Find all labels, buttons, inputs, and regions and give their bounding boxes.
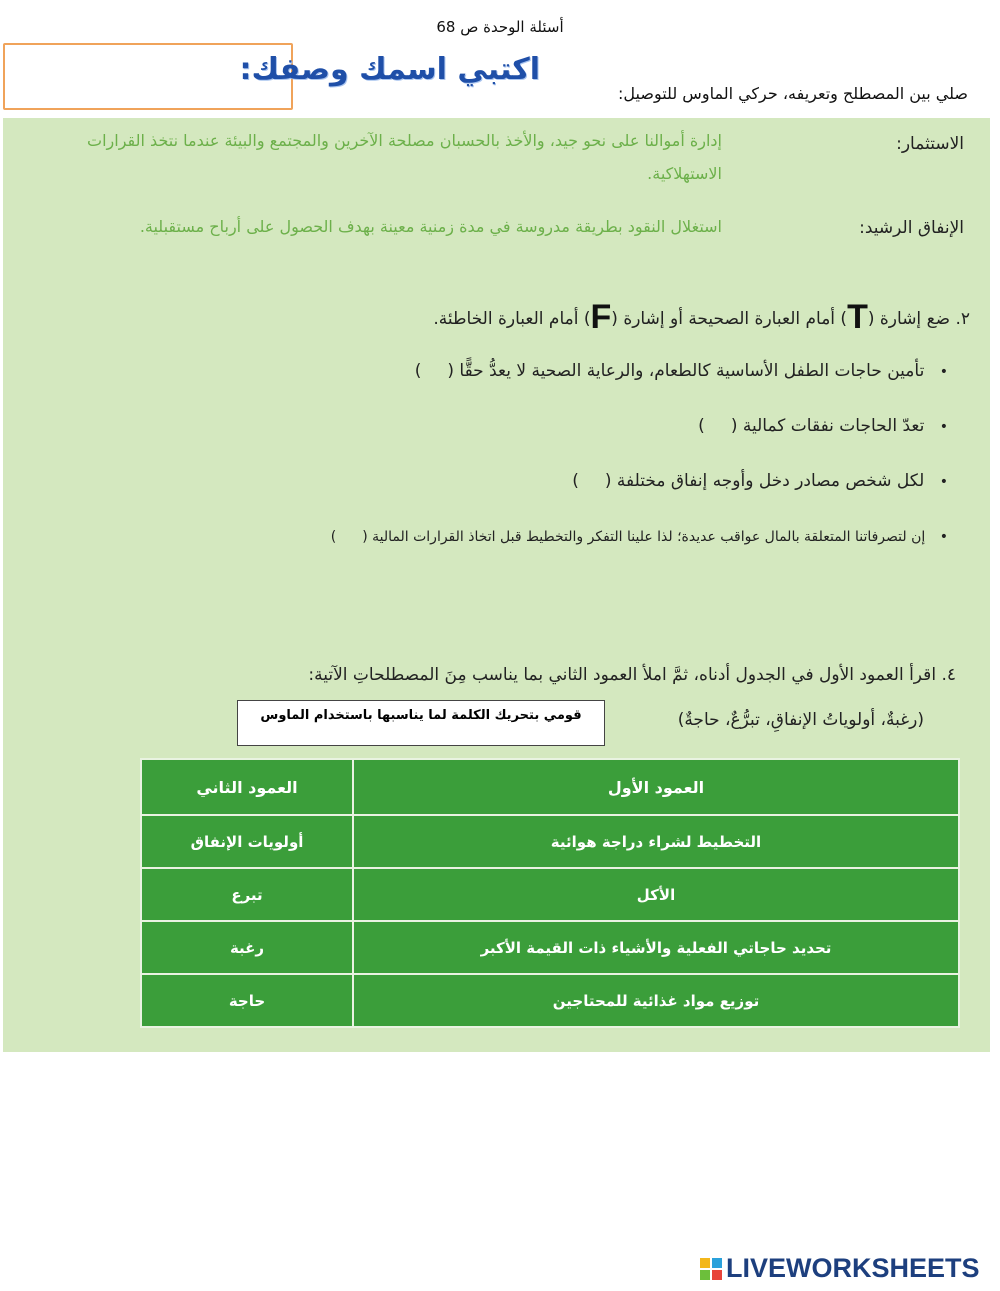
row-prompt: توزيع مواد غذائية للمحتاجين	[353, 974, 959, 1027]
table-row	[141, 921, 959, 974]
term-investment[interactable]: الاستثمار:	[896, 134, 964, 154]
false-letter: F	[590, 298, 612, 336]
answer-slot-1[interactable]	[421, 360, 447, 382]
row-prompt: التخطيط لشراء دراجة هوائية	[353, 815, 959, 868]
question-2-heading: ٢. ضع إشارة (T) أمام العبارة الصحيحة أو إشارة (F) أمام العبارة الخاطئة.	[433, 298, 970, 336]
row-prompt: تحديد حاجاتي الفعلية والأشياء ذات القيمة الأكبر	[353, 921, 959, 974]
answer-drop-cell[interactable]: رغبة	[141, 921, 353, 974]
word-bank: (رغبةٌ، أولوياتُ الإنفاقِ، تبرُّعٌ، حاجةٌ)	[677, 710, 924, 730]
statement-4: • إن لتصرفاتنا المتعلقة بالمال عواقب عديدة؛ لذا علينا التفكر والتخطيط قبل اتخاذ القرارات المالية ()	[331, 526, 948, 548]
answer-drop-cell[interactable]: حاجة	[141, 974, 353, 1027]
question-number: ٤.	[941, 665, 956, 685]
table-row	[141, 974, 959, 1027]
statement-3: • لكل شخص مصادر دخل وأوجه إنفاق مختلفة ()	[572, 471, 948, 491]
matching-table	[140, 758, 960, 1028]
definition-2[interactable]: استغلال النقود بطريقة مدروسة في مدة زمنية معينة بهدف الحصول على أرباح مستقبلية.	[139, 217, 722, 236]
liveworksheets-logo	[700, 1255, 995, 1285]
term-rational-spending[interactable]: الإنفاق الرشيد:	[859, 218, 964, 238]
table-row	[141, 868, 959, 921]
table-row	[141, 815, 959, 868]
name-prompt: اكتبي اسمك وصفك:	[239, 52, 540, 87]
header-column-2: العمود الثاني	[141, 759, 353, 815]
answer-drop-cell[interactable]: أولويات الإنفاق	[141, 815, 353, 868]
definition-1[interactable]: إدارة أموالنا على نحو جيد، والأخذ بالحسبان مصلحة الآخرين والمجتمع والبيئة عندما نتخذ القرارات الاستهلاكية.	[87, 131, 722, 183]
question-number: ٢.	[955, 309, 970, 329]
answer-slot-4[interactable]	[336, 526, 362, 548]
bullet-icon: •	[939, 529, 948, 545]
liveworksheets-icon	[700, 1258, 722, 1280]
answer-slot-2[interactable]	[705, 415, 731, 437]
table-header-row	[141, 759, 959, 815]
true-letter: T	[847, 298, 868, 336]
bullet-icon: •	[939, 474, 948, 490]
header-column-1: العمود الأول	[353, 759, 959, 815]
answer-slot-3[interactable]	[579, 470, 605, 492]
row-prompt: الأكل	[353, 868, 959, 921]
page-title: أسئلة الوحدة ص 68	[436, 18, 564, 36]
statement-2: • تعدّ الحاجات نفقات كمالية ()	[698, 416, 948, 436]
bullet-icon: •	[939, 364, 948, 380]
drag-hint-box: قومي بتحريك الكلمة لما يناسبها باستخدام الماوس	[237, 700, 605, 746]
brand-name: LIVEWORKSHEETS	[726, 1253, 980, 1283]
statement-1: • تأمين حاجات الطفل الأساسية كالطعام، والرعاية الصحية لا يعدُّ حقًّا ()	[414, 361, 948, 381]
question-4-heading: ٤. اقرأ العمود الأول في الجدول أدناه، ثمَّ املأ العمود الثاني بما يناسب مِنَ المصطلحاتِ الآتية:	[308, 665, 956, 685]
connect-instruction: صلي بين المصطلح وتعريفه، حركي الماوس للتوصيل:	[618, 84, 968, 103]
bullet-icon: •	[939, 419, 948, 435]
answer-drop-cell[interactable]: تبرع	[141, 868, 353, 921]
